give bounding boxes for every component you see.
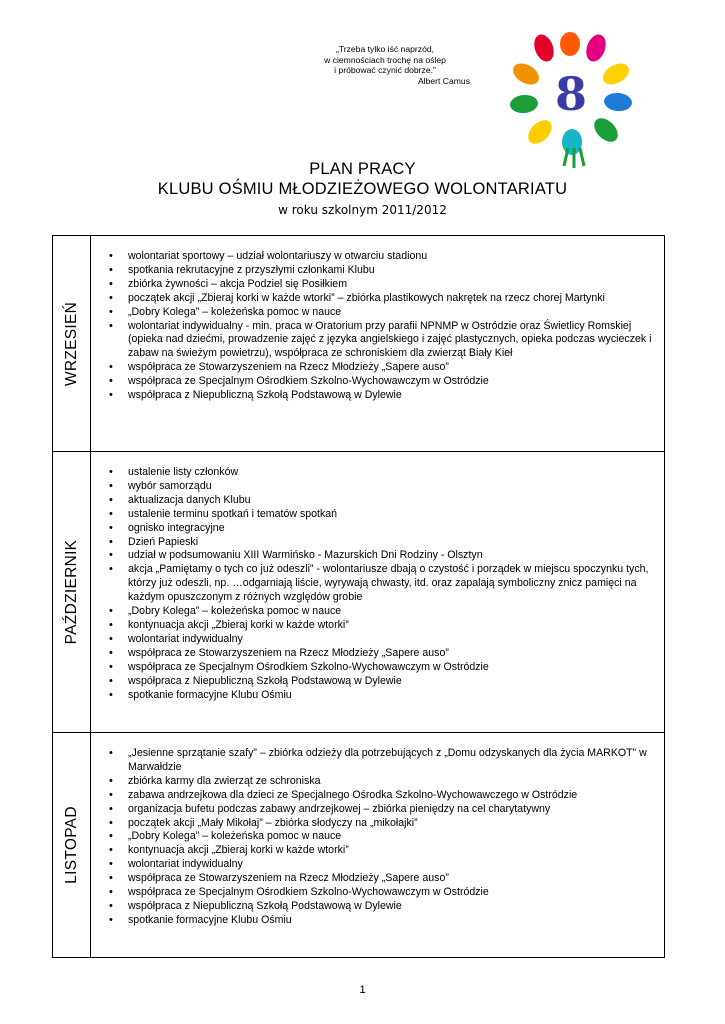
list-item: • aktualizacja danych Klubu	[128, 494, 658, 508]
activity-list	[91, 250, 658, 403]
month-cell	[53, 236, 91, 452]
list-item: • współpraca ze Specjalnym Ośrodkiem Szkolno-Wychowawczym w Ostródzie	[128, 375, 658, 389]
list-item: • spotkanie formacyjne Klubu Ośmiu	[128, 914, 658, 928]
list-item: • zbiórka żywności – akcja Podziel się Posiłkiem	[128, 278, 658, 292]
list-item: • współpraca ze Stowarzyszeniem na Rzecz Młodzieży „Sapere auso”	[128, 872, 658, 886]
quote-line: „Trzeba tylko iść naprzód,	[335, 44, 435, 54]
list-item: • zbiórka karmy dla zwierząt ze schroniska	[128, 775, 658, 789]
month-cell	[53, 452, 91, 733]
list-item: • współpraca z Niepubliczną Szkołą Podstawową w Dylewie	[128, 900, 658, 914]
quote-author: Albert Camus	[417, 75, 470, 86]
list-item: • wolontariat indywidualny - min. praca w Oratorium przy parafii NPNMP w Ostródzie oraz Świetlicy Romskiej (opieka nad dziećmi, prowadzenie zajęć z języka angielskiego i zajęć plastycznych, opieka podczas wycieczek i zabaw na świeżym powietrzu), współpraca ze schroniskiem dla zwierząt Biały Kieł	[128, 320, 658, 362]
page-number: 1	[359, 984, 366, 996]
logo-number: 8	[554, 67, 588, 121]
list-item: • „Dobry Kolega” – koleżeńska pomoc w nauce	[128, 830, 658, 844]
quote-line: i próbować czynić dobrze.”	[334, 65, 436, 75]
activity-list	[91, 466, 658, 702]
club-logo-hands	[510, 30, 635, 170]
month-label: LISTOPAD	[62, 806, 80, 884]
month-label: WRZESIEŃ	[62, 301, 80, 386]
list-item: • organizacja bufetu podczas zabawy andrzejkowej – zbiórka pieniędzy na cel charytatywny	[128, 803, 658, 817]
list-item: • współpraca z Niepubliczną Szkołą Podstawową w Dylewie	[128, 389, 658, 403]
list-item: • początek akcji „Mały Mikołaj” – zbiórka słodyczy na „mikołajki”	[128, 817, 658, 831]
list-item: • ognisko integracyjne	[128, 522, 658, 536]
month-row-wrzesien	[53, 236, 665, 452]
list-item: • początek akcji „Zbieraj korki w każde wtorki” – zbiórka plastikowych nakrętek na rzecz chorej Martynki	[128, 292, 658, 306]
list-item: • współpraca ze Stowarzyszeniem na Rzecz Młodzieży „Sapere auso”	[128, 361, 658, 375]
list-item: • udział w podsumowaniu XIII Warmińsko - Mazurskich Dni Rodziny - Olsztyn	[128, 549, 658, 563]
list-item: • wolontariat indywidualny	[128, 633, 658, 647]
month-row-pazdziernik	[53, 452, 665, 733]
list-item: • akcja „Pamiętamy o tych co już odeszli” - wolontariusze dbają o czystość i porządek w miejscu spoczynku tych, którzy już odeszli, np. …odgarniają liście, wyrywają chwasty, itd. oraz zapalają symboliczny znicz pamięci na każdym opuszczonym z różnych względów grobie	[128, 563, 658, 605]
list-item: • kontynuacja akcji „Zbieraj korki w każde wtorki”	[128, 619, 658, 633]
list-item: • współpraca ze Stowarzyszeniem na Rzecz Młodzieży „Sapere auso”	[128, 647, 658, 661]
list-item: • „Dobry Kolega” – koleżeńska pomoc w nauce	[128, 605, 658, 619]
list-item: • ustalenie terminu spotkań i tematów spotkań	[128, 508, 658, 522]
quote-line: w ciemnościach trochę na oślep	[324, 54, 446, 65]
list-item: • ustalenie listy członków	[128, 466, 658, 480]
list-item: • spotkania rekrutacyjne z przyszłymi członkami Klubu	[128, 264, 658, 278]
page-title-club: KLUBU OŚMIU MŁODZIEŻOWEGO WOLONTARIATU	[157, 180, 568, 198]
month-row-listopad	[53, 733, 665, 958]
list-item: • wolontariat indywidualny	[128, 858, 658, 872]
page-title: PLAN PRACY	[309, 160, 416, 178]
list-item: • współpraca ze Specjalnym Ośrodkiem Szkolno-Wychowawczym w Ostródzie	[128, 886, 658, 900]
plan-table	[52, 235, 665, 958]
list-item: • współpraca ze Specjalnym Ośrodkiem Szkolno-Wychowawczym w Ostródzie	[128, 661, 658, 675]
list-item: • kontynuacja akcji „Zbieraj korki w każde wtorki”	[128, 844, 658, 858]
month-cell	[53, 733, 91, 958]
list-item: • „Jesienne sprzątanie szafy” – zbiórka odzieży dla potrzebujących z „Domu odzyskanych dla życia MARKOT” w Marwałdzie	[128, 747, 658, 775]
list-item: • współpraca z Niepubliczną Szkołą Podstawową w Dylewie	[128, 675, 658, 689]
month-label: PAŹDZIERNIK	[62, 539, 80, 645]
list-item: • spotkanie formacyjne Klubu Ośmiu	[128, 689, 658, 703]
school-year: w roku szkolnym 2011/2012	[278, 203, 447, 217]
quote	[290, 44, 480, 86]
activity-list	[91, 747, 658, 928]
list-item: • „Dobry Kolega” – koleżeńska pomoc w nauce	[128, 306, 658, 320]
list-item: • zabawa andrzejkowa dla dzieci ze Specjalnego Ośrodka Szkolno-Wychowawczego w Ostródzie	[128, 789, 658, 803]
list-item: • wybór samorządu	[128, 480, 658, 494]
list-item: • wolontariat sportowy – udział wolontariuszy w otwarciu stadionu	[128, 250, 658, 264]
list-item: • Dzień Papieski	[128, 536, 658, 550]
